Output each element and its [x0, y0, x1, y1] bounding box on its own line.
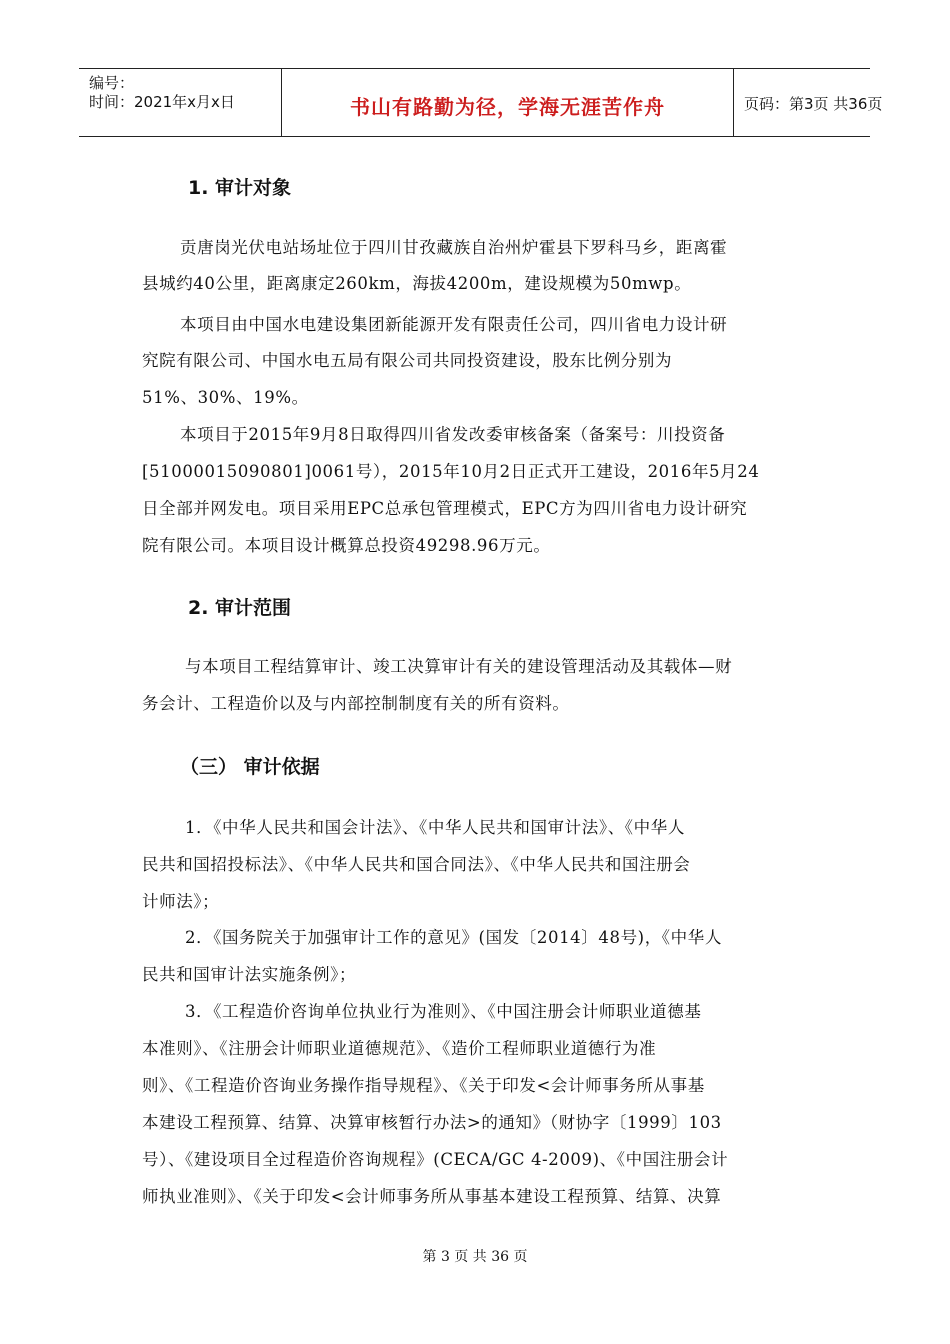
motto: 书山有路勤为径，学海无涯苦作舟: [350, 95, 665, 119]
header-left-cell: [79, 69, 282, 136]
paragraph-line: 院有限公司。本项目设计概算总投资49298.96万元。: [142, 536, 551, 555]
section-heading-audit-scope: 2. 审计范围: [188, 597, 292, 619]
section-heading-audit-basis: （三） 审计依据: [180, 756, 320, 778]
paragraph-line: 本建设工程预算、结算、决算审核暂行办法>的通知》（财协字〔1999〕103: [142, 1113, 722, 1132]
paragraph-line: 1．《中华人民共和国会计法》、《中华人民共和国审计法》、《中华人: [185, 818, 685, 837]
header-right-cell: [734, 69, 883, 136]
section-heading-audit-object: 1. 审计对象: [188, 177, 292, 199]
page-header: [79, 68, 883, 137]
page-footer: 第 3 页 共 36 页: [422, 1249, 528, 1265]
paragraph-line: 与本项目工程结算审计、竣工决算审计有关的建设管理活动及其载体—财: [185, 657, 733, 676]
paragraph-line: 民共和国招投标法》、《中华人民共和国合同法》、《中华人民共和国注册会: [142, 855, 691, 874]
paragraph-line: 究院有限公司、中国水电五局有限公司共同投资建设，股东比例分别为: [142, 351, 673, 370]
paragraph-line: 师执业准则》、《关于印发<会计师事务所从事基本建设工程预算、结算、决算: [142, 1187, 722, 1206]
header-middle-cell: [282, 69, 734, 136]
paragraph-line: 日全部并网发电。项目采用EPC总承包管理模式，EPC方为四川省电力设计研究: [142, 499, 748, 518]
paragraph-line: 3．《工程造价咨询单位执业行为准则》、《中国注册会计师职业道德基: [185, 1002, 702, 1021]
page-info: 页码：第3页 共36页: [744, 95, 883, 113]
paragraph-line: 务会计、工程造价以及与内部控制制度有关的所有资料。: [142, 694, 570, 713]
paragraph-line: 本项目由中国水电建设集团新能源开发有限责任公司，四川省电力设计研: [180, 315, 728, 334]
paragraph-line: [51000015090801]0061号），2015年10月2日正式开工建设，2016年5月24: [142, 462, 760, 481]
paragraph-line: 51%、30%、19%。: [142, 388, 309, 407]
doc-number-label: 编号：: [89, 74, 135, 92]
paragraph-line: 则》、《工程造价咨询业务操作指导规程》、《关于印发<会计师事务所从事基: [142, 1076, 705, 1095]
paragraph-line: 民共和国审计法实施条例》；: [142, 965, 357, 984]
paragraph-line: 贡唐岗光伏电站场址位于四川甘孜藏族自治州炉霍县下罗科马乡，距离霍: [180, 238, 728, 257]
paragraph-line: 县城约40公里，距离康定260km，海拔4200m，建设规模为50mwp。: [142, 274, 692, 293]
paragraph-line: 号）、《建设项目全过程造价咨询规程》(CECA/GC 4-2009)、《中国注册会计: [142, 1150, 729, 1169]
paragraph-line: 计师法》；: [142, 892, 220, 911]
paragraph-line: 本准则》、《注册会计师职业道德规范》、《造价工程师职业道德行为准: [142, 1039, 657, 1058]
paragraph-line: 本项目于2015年9月8日取得四川省发改委审核备案（备案号：川投资备: [180, 425, 726, 444]
date-line: 时间：2021年x月x日: [89, 93, 235, 111]
paragraph-line: 2．《国务院关于加强审计工作的意见》(国发〔2014〕48号)，《中华人: [185, 928, 722, 947]
